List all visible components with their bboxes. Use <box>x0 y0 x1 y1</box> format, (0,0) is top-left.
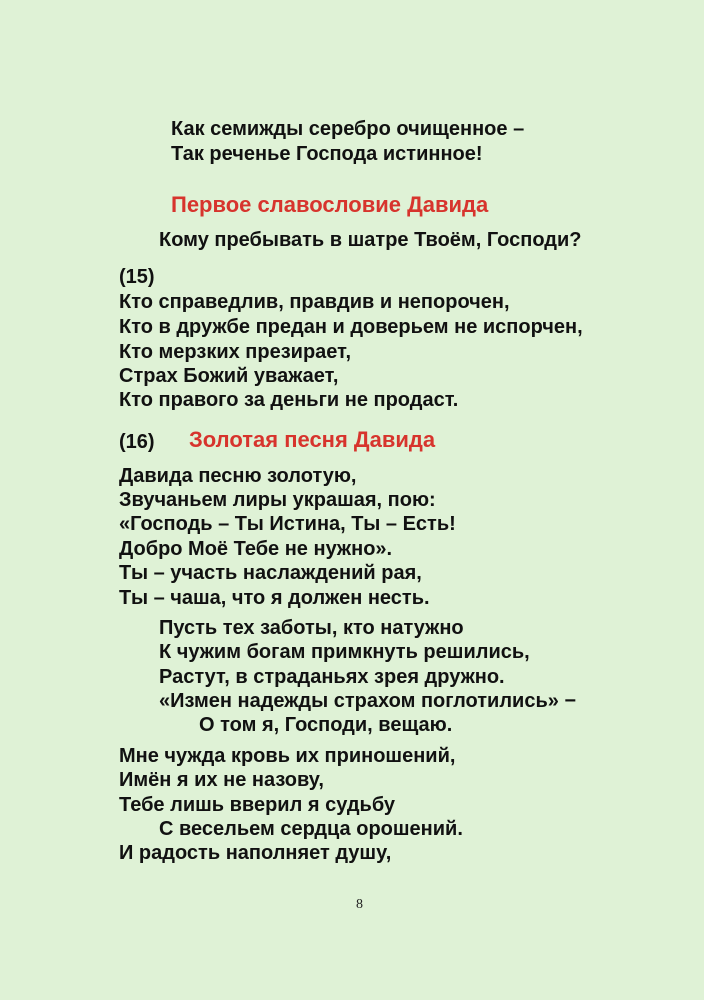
section-heading: Золотая песня Давида <box>189 427 436 452</box>
verse-line: Кто правого за деньги не продаст. <box>119 389 459 411</box>
verse-line: Давида песню золотую, <box>119 465 357 487</box>
verse-line: Мне чужда кровь их приношений, <box>119 745 456 767</box>
verse-line: Ты – чаша, что я должен несть. <box>119 587 430 609</box>
verse-line: Кому пребывать в шатре Твоём, Господи? <box>159 229 582 251</box>
verse-line: «Господь – Ты Истина, Ты – Есть! <box>119 513 456 535</box>
psalm-number: (16) <box>119 431 155 453</box>
verse-line: Звучаньем лиры украшая, пою: <box>119 489 436 511</box>
section-heading: Первое славословие Давида <box>171 192 489 217</box>
verse-line: Имён я их не назову, <box>119 769 324 791</box>
verse-line: О том я, Господи, вещаю. <box>199 714 453 736</box>
verse-line: Ты – участь наслаждений рая, <box>119 562 422 584</box>
verse-line: Так реченье Господа истинное! <box>171 143 483 165</box>
verse-line: И радость наполняет душу, <box>119 842 392 864</box>
verse-line: Тебе лишь вверил я судьбу <box>119 794 396 816</box>
page-number: 8 <box>356 897 363 912</box>
verse-line: Пусть тех заботы, кто натужно <box>159 617 464 639</box>
verse-line: Кто в дружбе предан и доверьем не испорчен, <box>119 316 583 338</box>
verse-line: Добро Моё Тебе не нужно». <box>119 538 393 560</box>
verse-line: Кто справедлив, правдив и непорочен, <box>119 291 510 313</box>
verse-line: Как семижды серебро очищенное – <box>171 118 525 140</box>
verse-line: Кто мерзких презирает, <box>119 341 352 363</box>
verse-line: Страх Божий уважает, <box>119 365 339 387</box>
verse-line: «Измен надежды страхом поглотились» − <box>159 690 577 712</box>
verse-line: Растут, в страданьях зрея дружно. <box>159 666 505 688</box>
psalm-number: (15) <box>119 266 155 288</box>
verse-line: С весельем сердца орошений. <box>159 818 463 840</box>
verse-line: К чужим богам примкнуть решились, <box>159 641 530 663</box>
